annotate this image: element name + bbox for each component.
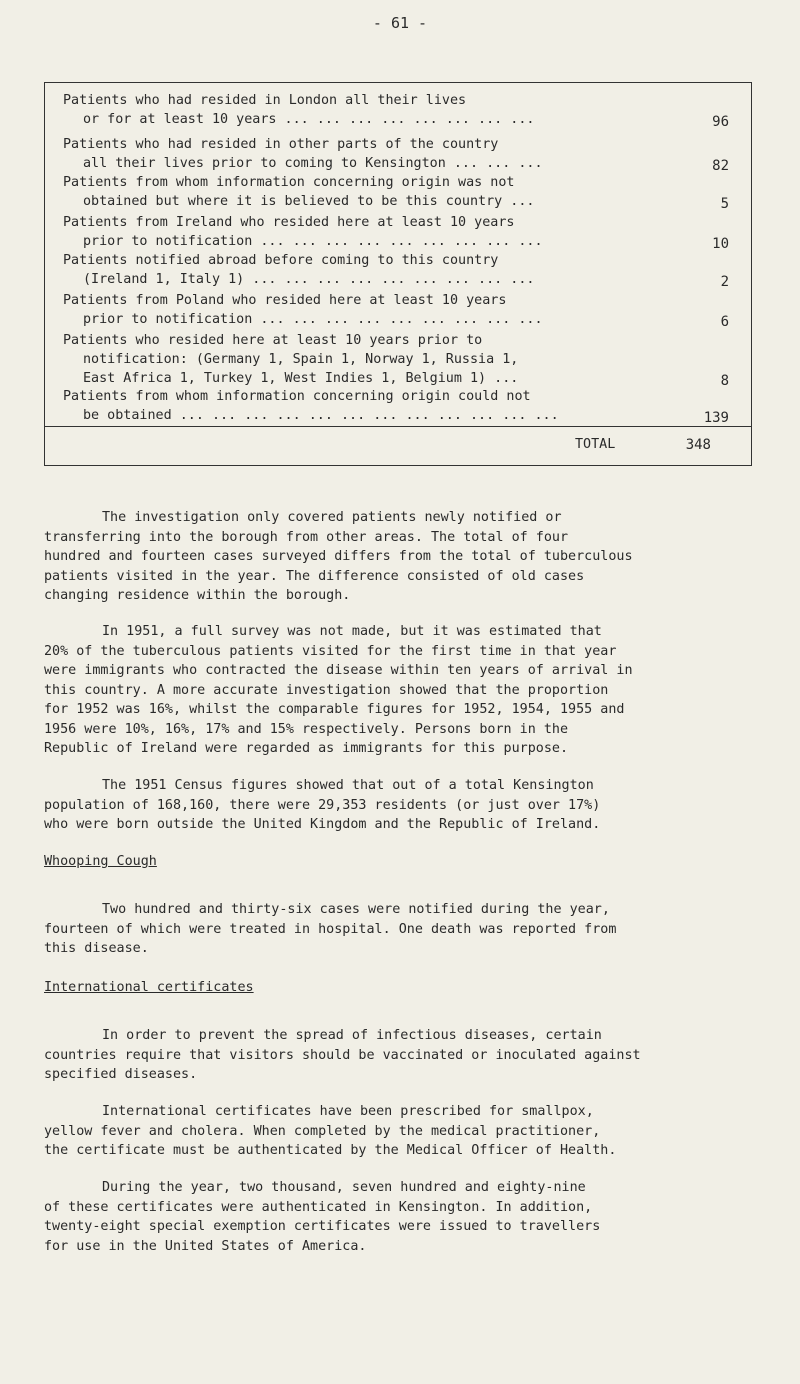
section-heading — [44, 852, 756, 872]
paragraph-line: In 1951, a full survey was not made, but it was estimated that — [102, 624, 602, 639]
paragraph-line: population of 168,160, there were 29,353 residents (or just over 17%) — [44, 797, 601, 813]
row-value: 8 — [720, 373, 729, 389]
row-value: 5 — [720, 196, 729, 212]
table-row — [63, 291, 743, 329]
paragraph-line: yellow fever and cholera. When completed by the medical practitioner, — [44, 1123, 601, 1139]
section-heading — [44, 978, 756, 998]
paragraph — [44, 776, 756, 835]
paragraph — [44, 622, 756, 759]
row-label-line: Patients from whom information concerning origin could not — [63, 389, 531, 404]
paragraph — [44, 1178, 756, 1256]
paragraph-line: for 1952 was 16%, whilst the comparable figures for 1952, 1954, 1955 and — [44, 702, 625, 717]
paragraph — [44, 508, 756, 606]
row-value: 10 — [712, 236, 729, 252]
paragraph-line: twenty-eight special exemption certificates were issued to travellers — [44, 1219, 601, 1234]
paragraph-line: who were born outside the United Kingdom and the Republic of Ireland. — [44, 817, 601, 832]
paragraph-line: In order to prevent the spread of infectious diseases, certain — [102, 1028, 602, 1043]
row-label-line: or for at least 10 years ... ... ... ... ... ... ... ... — [83, 112, 535, 127]
row-label-line: all their lives prior to coming to Kensington ... ... ... — [83, 156, 543, 171]
table-row — [63, 213, 743, 251]
row-label-line: Patients who resided here at least 10 years prior to — [63, 333, 483, 348]
row-value: 2 — [720, 274, 729, 290]
paragraph-line: International certificates have been prescribed for smallpox, — [102, 1104, 594, 1119]
row-value: 6 — [720, 314, 729, 330]
origin-table — [44, 82, 752, 466]
paragraph-line: During the year, two thousand, seven hundred and eighty-nine — [102, 1180, 586, 1195]
row-label-line: Patients from Ireland who resided here at least 10 years — [63, 215, 515, 230]
row-label-line: Patients from Poland who resided here at least 10 years — [63, 293, 507, 308]
total-value: 348 — [685, 437, 711, 453]
paragraph-line: Two hundred and thirty-six cases were notified during the year, — [102, 902, 610, 917]
heading-whooping-cough: Whooping Cough — [44, 854, 157, 869]
paragraph-line: for use in the United States of America. — [44, 1238, 367, 1254]
paragraph — [44, 1026, 756, 1085]
paragraph-line: were immigrants who contracted the disease within ten years of arrival in — [44, 663, 633, 678]
row-label-line: Patients notified abroad before coming to this country — [63, 253, 499, 268]
row-label-line: be obtained ... ... ... ... ... ... ... ... ... ... ... ... — [83, 408, 559, 423]
paragraph-line: this country. A more accurate investigation showed that the proportion — [44, 682, 609, 698]
paragraph-line: fourteen of which were treated in hospital. One death was reported from — [44, 921, 617, 937]
row-label-line: Patients who had resided in London all their lives — [63, 93, 467, 108]
table-row — [63, 91, 743, 129]
row-value: 82 — [712, 158, 729, 174]
paragraph-line: patients visited in the year. The difference consisted of old cases — [44, 568, 585, 584]
page-number: - 61 - — [372, 14, 428, 32]
row-label-line: East Africa 1, Turkey 1, West Indies 1, Belgium 1) ... — [83, 371, 519, 386]
row-label-line: prior to notification ... ... ... ... ... ... ... ... ... — [83, 312, 543, 327]
paragraph-line: hundred and fourteen cases surveyed differs from the total of tuberculous — [44, 549, 633, 564]
paragraph-line: 1956 were 10%, 16%, 17% and 15% respectively. Persons born in the — [44, 721, 569, 737]
total-label: TOTAL — [575, 437, 616, 452]
row-value: 139 — [703, 410, 729, 426]
table-row — [63, 387, 743, 425]
table-row — [63, 135, 743, 173]
paragraph — [44, 900, 756, 959]
paragraph-line: countries require that visitors should be vaccinated or inoculated against — [44, 1047, 641, 1063]
paragraph-line: The investigation only covered patients newly notified or — [102, 510, 562, 525]
table-row — [63, 331, 743, 388]
paragraph-line: transferring into the borough from other areas. The total of four — [44, 529, 569, 545]
paragraph-line: changing residence within the borough. — [44, 588, 351, 603]
paragraph-line: of these certificates were authenticated in Kensington. In addition, — [44, 1199, 593, 1215]
paragraph-line: this disease. — [44, 941, 149, 956]
row-value: 96 — [712, 114, 729, 130]
row-label-line: notification: (Germany 1, Spain 1, Norway 1, Russia 1, — [83, 352, 519, 367]
paragraph-line: Republic of Ireland were regarded as immigrants for this purpose. — [44, 741, 569, 756]
row-label-line: Patients from whom information concerning origin was not — [63, 175, 515, 190]
paragraph-line: 20% of the tuberculous patients visited for the first time in that year — [44, 643, 617, 659]
paragraph-line: the certificate must be authenticated by the Medical Officer of Health. — [44, 1143, 617, 1158]
table-row — [63, 251, 743, 289]
paragraph-line: specified diseases. — [44, 1067, 198, 1082]
row-label-line: prior to notification ... ... ... ... ... ... ... ... ... — [83, 234, 543, 249]
table-divider — [45, 426, 751, 427]
paragraph-line: The 1951 Census figures showed that out of a total Kensington — [102, 778, 594, 793]
row-label-line: Patients who had resided in other parts of the country — [63, 137, 499, 152]
paragraph — [44, 1102, 756, 1161]
row-label-line: obtained but where it is believed to be this country ... — [83, 194, 535, 209]
table-row — [63, 173, 743, 211]
heading-international-certificates: International certificates — [44, 980, 254, 995]
row-label-line: (Ireland 1, Italy 1) ... ... ... ... ... ... ... ... ... — [83, 272, 535, 287]
